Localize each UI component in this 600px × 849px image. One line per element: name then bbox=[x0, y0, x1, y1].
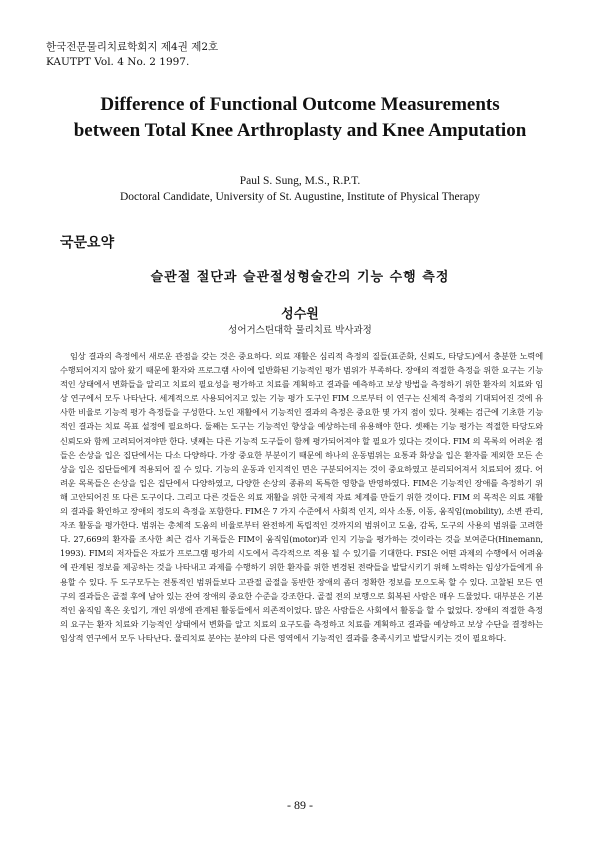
author-block bbox=[80, 173, 520, 205]
paper-title: Difference of Functional Outcome Measurements between Total Knee Arthroplasty and Knee Amputation bbox=[73, 94, 527, 141]
korean-author: 성수원 bbox=[281, 307, 319, 322]
abstract-heading: 국문요약 bbox=[60, 235, 115, 251]
abstract-body: 임상 결과의 측정에서 새로운 관점을 갖는 것은 중요하다. 의료 재활은 심리적 측정의 질들(표준화, 신뢰도, 타당도)에서 충분한 노력에 수행되어지지 않아 왔기 때문에 환자와 프로그램 사이에 일반화된 기능적인 평가 범위가 부족하다. 장애의 적절한 측정을 위한 요구는 기능적인 상태에서 변화들을 알리고 치료의 필요성을 평가하고 치료를 계획하고 결과를 예측하고 보상 방법을 측정하기 위한 환자의 치료와 임상 연구에서 모두 나타난다. 세계적으로 사용되어지고 있는 기능 평가 도구인 FIM 으로부터 이 연구는 신체적 측정의 기대되어진 것에 유사한 비율로 기능적 평가 측정들을 구성한다. 노인 재활에서 기능적인 결과의 측정은 중요한 몇 가지 점이 있다. 첫째는 검근에 기초한 기능적인 결과는 치료 목표 설정에 필요하다. 둘째는 도구는 기능적인 향상을 예상하는데 유용해야 한다. 셋째는 기능 평가는 적절한 타당도와 신뢰도와 함께 고려되어져야만 한다. 넷째는 다른 기능적 도구들이 함께 평가되어져야 할 필요가 있다는 것이다. FIM 의 목록의 어려운 점들은 손상을 입은 집단에서는 다소 다양하다. 가장 중요한 부분이기 때문에 하나의 운동범위는 요통과 화상을 입은 환자를 제외한 모든 손상을 입은 집단들에게 적용되어 질 수 있다. 기능의 운동과 인지적인 면은 구분되어지는 것이 중요하였고 분리되어져서 치료되어 졌다. 어려운 목록들은 손상을 입은 집단에서 다양하였고, 다양한 손상의 종류의 독특한 영향을 반영하였다. FIM은 기능적인 장애를 측정하기 위해 고안되어진 또 다른 도구이다. 그리고 다른 것들은 의료 재활을 위한 국제적 자료 체계를 만들기 위한 것이다. FIM 의 목적은 의료 재활의 결과를 확인하고 장애의 정도의 측정을 포함한다. FIM은 7 가지 수준에서 사회적 인지, 의사 소통, 이동, 움직임(mobility), 소변 관리, 자조 활동을 평가한다. 범위는 총체적 도움의 비율로부터 완전하게 독립적인 것까지의 범위이고 도움, 감독, 도구의 사용의 범위를 고려한다. 27,669의 환자를 조사한 최근 검사 기록들은 FIM이 움직임(motor)과 인지 기능을 평가하는 것이라는 것을 보여준다(Hinemann, 1993). FIM의 저자들은 자료가 프로그램 평가의 시도에서 즉각적으로 적용 될 수 있기를 기대한다. FSI은 어떤 과제의 수행에서 어려움에 관계된 정보를 제공하는 것을 나타내고 과제를 수행하기 위한 환자를 위한 변경된 전략들을 발달시키기 위해 노력하는 임상가들에게 유용할 수 있다. 두 도구모두는 전통적인 범위들보다 고관절 골절을 동반한 장애의 좀더 정확한 정보를 모으도록 할 수 있다. 고찰된 모든 연구의 결과들은 골절 후에 남아 있는 잔여 장애의 중요한 수준을 강조한다. 골절 전의 보행으로 회복된 사람은 매우 드물었다. 대부분은 기본적인 움직임 혹은 옷입기, 개인 위생에 관계된 활동들에서 의존적이었다. 많은 사람들은 사회에서 활동을 할 수 없었다. 장애의 적절한 측정의 요구는 환자 치료와 기능적인 상태에서 변화를 알고 치료의 요구도를 측정하고 치료를 계획하고 결과를 예상하고 보상 수단을 결정하는 임상적 연구에서 모두 나타난다. 물리치료 분야는 분야의 다른 영역에서 기능적인 결과를 충족시키고 발달시키는 것이 필요하다. bbox=[60, 351, 543, 643]
korean-affiliation: 성어거스틴대학 물리치료 박사과정 bbox=[228, 325, 372, 336]
journal-header bbox=[46, 40, 218, 70]
journal-volume-info: KAUTPT Vol. 4 No. 2 1997. bbox=[46, 56, 190, 68]
author-name: Paul S. Sung, M.S., R.P.T. bbox=[239, 175, 361, 187]
journal-name-korean: 한국전문물리치료학회지 제4권 제2호 bbox=[46, 41, 219, 53]
page-number: - 89 - bbox=[287, 798, 313, 812]
korean-title: 슬관절 절단과 슬관절성형술간의 기능 수행 측정 bbox=[150, 270, 450, 285]
author-affiliation: Doctoral Candidate, University of St. Augustine, Institute of Physical Therapy bbox=[119, 191, 481, 203]
